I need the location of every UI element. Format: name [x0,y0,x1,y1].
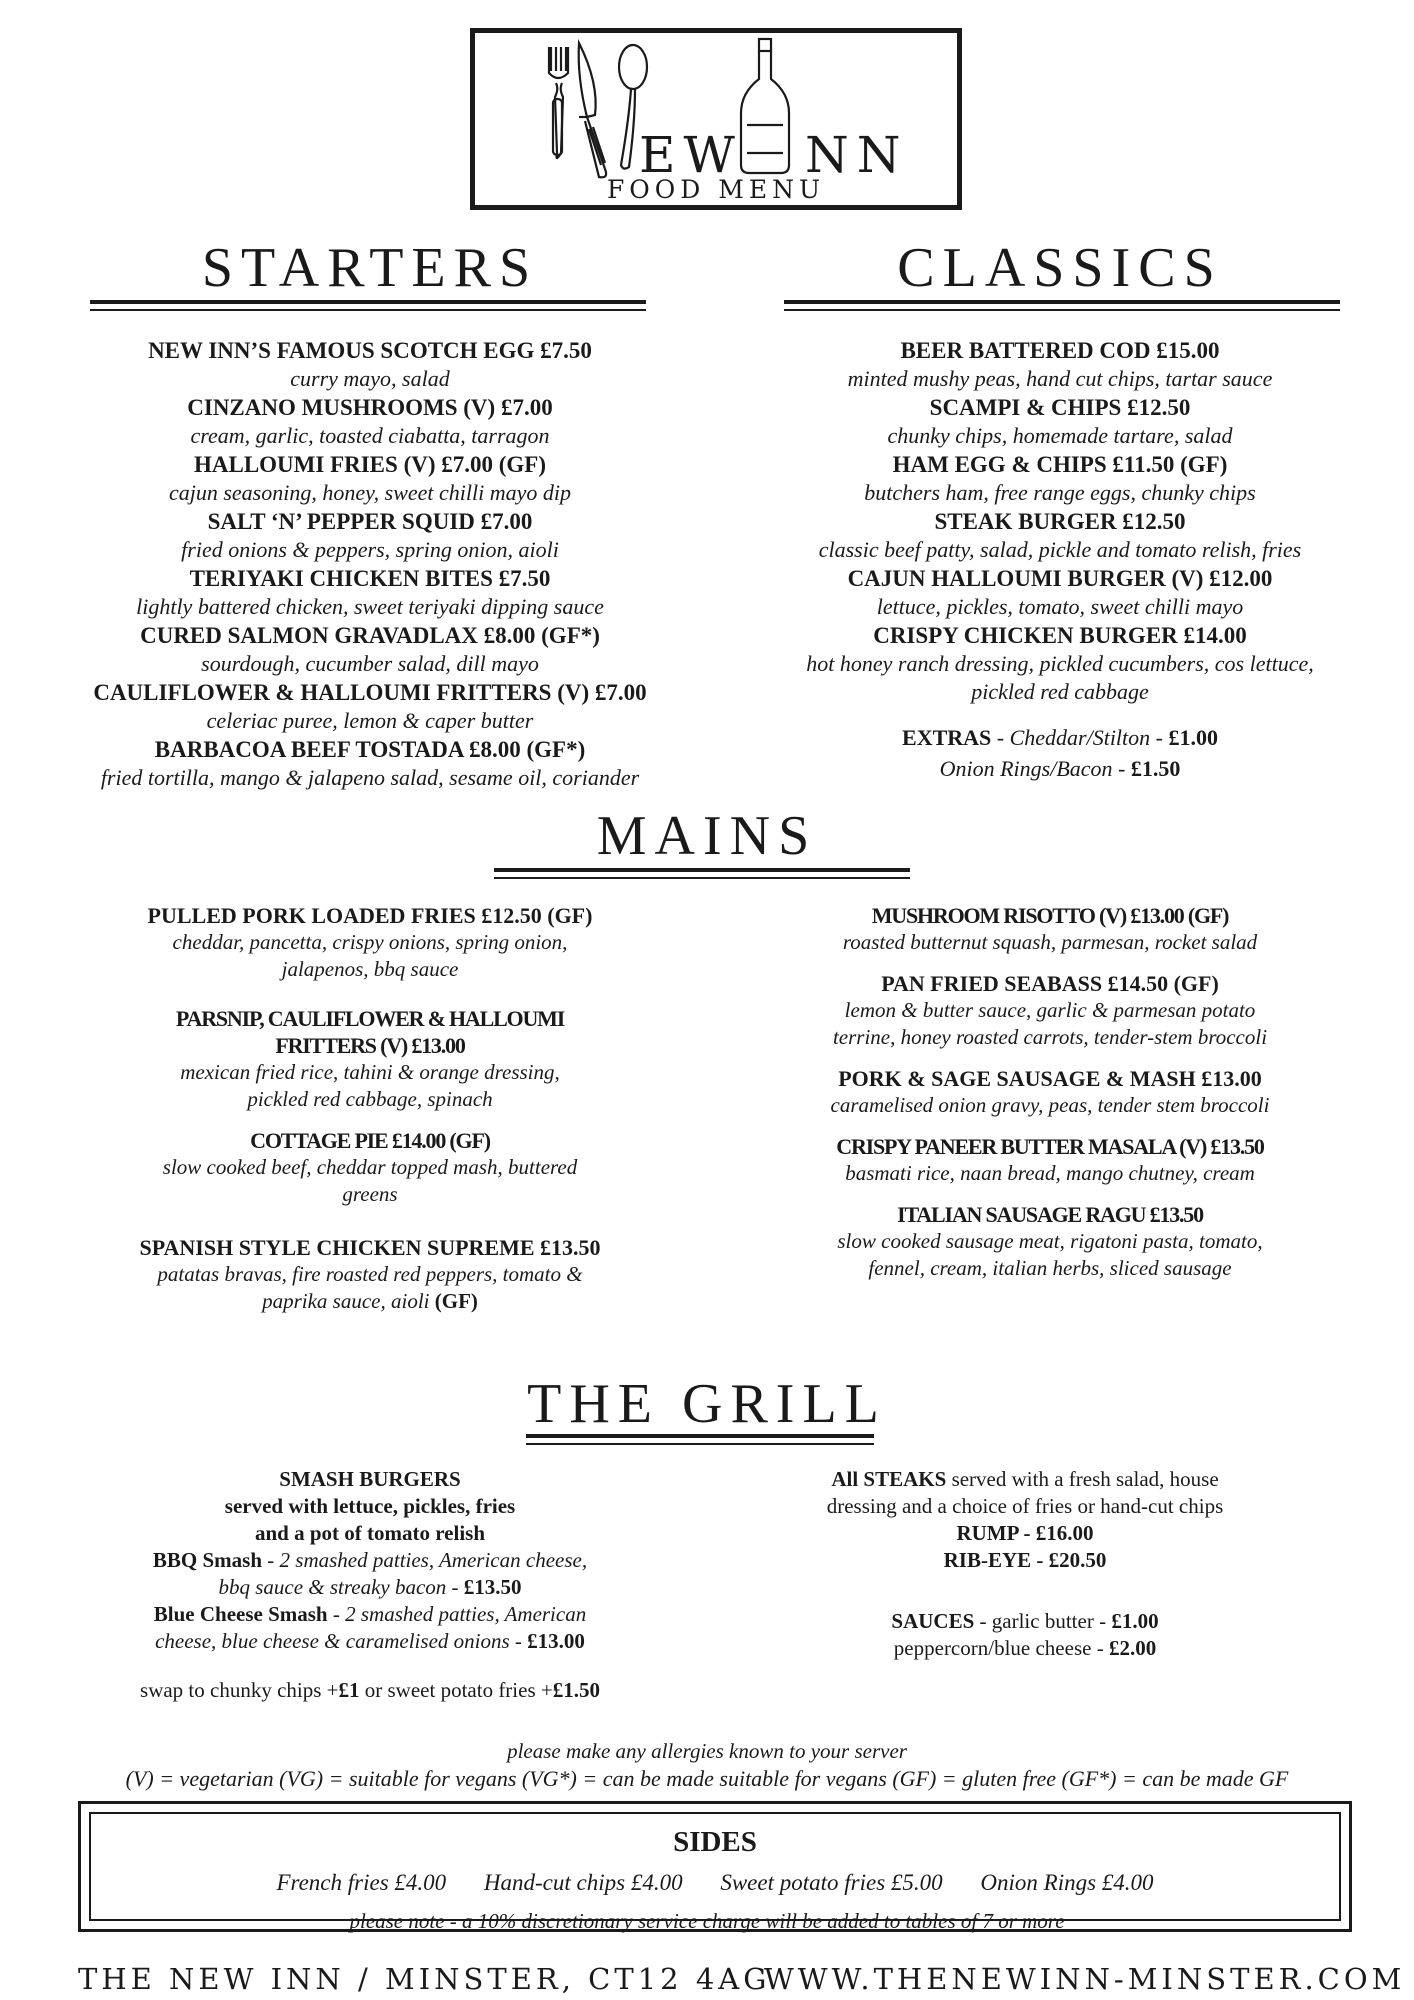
sides-heading: SIDES [673,1826,757,1858]
starter-item [40,393,700,450]
allergy-note: please make any allergies known to your server [507,1739,907,1763]
dish-description-line: paprika sauce, aioli [262,1289,430,1313]
dish-name: CAULIFLOWER & HALLOUMI FRITTERS (V) £7.00 [93,680,647,705]
dish-description: cheddar, pancetta, crispy onions, spring onion, [172,930,568,954]
classic-item [760,393,1360,450]
classics-list [760,336,1360,784]
starter-item [40,507,700,564]
dish-description: lightly battered chicken, sweet teriyaki dipping sauce [136,594,604,619]
dish-name: PULLED PORK LOADED FRIES £12.50 (GF) [147,903,593,928]
dish-name: TERIYAKI CHICKEN BITES £7.50 [189,566,551,591]
main-item [740,970,1360,1051]
dish-description [60,1288,680,1315]
fork-icon [549,47,568,158]
dish-name: CINZANO MUSHROOMS (V) £7.00 [187,395,553,420]
classic-item [760,564,1360,621]
dish-description: fried onions & peppers, spring onion, aioli [181,537,559,562]
mains-right-list [740,902,1360,1304]
mains-rule [494,868,910,879]
extra-item: Cheddar/Stilton [1009,725,1151,750]
dish-name: BEER BATTERED COD £15.00 [900,338,1220,363]
dietary-legend: (V) = vegetarian (VG) = suitable for vegans (VG*) = can be made suitable for vegans (GF) = gluten free (GF*) = can be made GF [125,1766,1289,1791]
dish-name: CRISPY PANEER BUTTER MASALA (V) £13.50 [836,1134,1264,1159]
dish-description: greens [342,1182,398,1206]
dish-description: butchers ham, free range eggs, chunky chips [864,480,1256,505]
dish-description: mexican fried rice, tahini & orange dressing, [180,1060,560,1084]
extra-price: £1.00 [1168,725,1218,750]
dish-description: cheese, blue cheese & caramelised onions [155,1629,510,1653]
swap-text: swap to chunky chips + [140,1678,339,1702]
bottle-icon [741,39,789,173]
dish-name: PORK & SAGE SAUSAGE & MASH £13.00 [838,1066,1262,1091]
steaks-label: All STEAKS [831,1467,947,1491]
dish-description: 2 smashed patties, American cheese, [279,1548,588,1572]
smash-burgers-note: served with lettuce, pickles, fries [224,1494,516,1518]
side-item: Onion Rings £4.00 [980,1870,1154,1895]
swap-price: £1.50 [552,1678,600,1702]
swap-note [70,1677,670,1704]
dish-name: BBQ Smash [152,1548,263,1572]
sauce-name: garlic butter [991,1609,1094,1633]
classic-item [760,336,1360,393]
dish-name: SCAMPI & CHIPS £12.50 [929,395,1191,420]
dish-name: HALLOUMI FRIES (V) £7.00 (GF) [193,452,547,477]
classic-item [760,507,1360,564]
extras-label: EXTRAS [902,725,992,750]
dish-description: pickled red cabbage, spinach [247,1087,493,1111]
classic-item [760,621,1360,706]
starter-item [40,450,700,507]
dish-description: bbq sauce & streaky bacon [218,1575,447,1599]
dish-description: slow cooked beef, cheddar topped mash, buttered [162,1155,578,1179]
grill-rule [526,1434,874,1445]
bbq-smash: BBQ Smash - 2 smashed patties, American cheese, [152,1548,588,1572]
side-item: French fries £4.00 [276,1870,447,1895]
smash-burgers-heading: SMASH BURGERS [279,1467,461,1491]
dish-description: lettuce, pickles, tomato, sweet chilli mayo [876,594,1244,619]
extra-item: Onion Rings/Bacon [939,756,1113,781]
side-item: Sweet potato fries £5.00 [720,1870,943,1895]
dish-description: chunky chips, homemade tartare, salad [887,423,1233,448]
dish-description: cajun seasoning, honey, sweet chilli mayo dip [168,480,572,505]
logo-word-left: EW [639,126,743,184]
main-item [740,1201,1360,1282]
starter-item [40,564,700,621]
dish-description: pickled red cabbage [971,679,1149,704]
sauce-name: peppercorn/blue cheese [893,1636,1092,1660]
steaks-text: dressing and a choice of fries or hand-cut chips [826,1494,1224,1518]
mains-heading: MAINS [596,805,818,867]
side-item: Hand-cut chips £4.00 [483,1870,683,1895]
sides-list [91,1870,1339,1896]
dish-description: 2 smashed patties, American [345,1602,587,1626]
dish-name: HAM EGG & CHIPS £11.50 (GF) [892,452,1228,477]
dish-description: roasted butternut squash, parmesan, rocket salad [842,930,1258,954]
extras: EXTRAS - Cheddar/Stilton - £1.00 Onion Rings/Bacon - £1.50 [902,725,1218,781]
grill-left: SMASH BURGERS served with lettuce, pickles, fries and a pot of tomato relish BBQ Smash - 2 smashed patties, American cheese, bbq sauce & streaky bacon - £13.50 Blue Cheese Smash - 2 smashed patties, American cheese, blue cheese & caramelised onions - £13.00 swap to chunky chips +£1 or sweet potato fries +£1.50 [70,1466,670,1704]
dish-description: lemon & butter sauce, garlic & parmesan potato [844,998,1256,1022]
starter-item [40,336,700,393]
ribeye-steak: RIB-EYE - £20.50 [943,1548,1107,1572]
starter-item [40,735,700,792]
dish-name: SPANISH STYLE CHICKEN SUPREME £13.50 [139,1235,601,1260]
steaks-text: served with a fresh salad, house [946,1467,1219,1491]
mains-left-list [60,902,680,1337]
classic-item [760,450,1360,507]
main-item [740,902,1360,956]
extra-price: £1.50 [1130,756,1181,781]
swap-text: or sweet potato fries + [359,1678,553,1702]
dish-description: cream, garlic, toasted ciabatta, tarragon [190,423,550,448]
main-item [740,1133,1360,1187]
dish-name: BARBACOA BEEF TOSTADA £8.00 (GF*) [154,737,586,762]
dish-description: caramelised onion gravy, peas, tender stem broccoli [830,1093,1270,1117]
dish-description: sourdough, cucumber salad, dill mayo [201,651,539,676]
main-item [740,1065,1360,1119]
dish-name: CRISPY CHICKEN BURGER £14.00 [873,623,1247,648]
starter-item [40,621,700,678]
smash-burgers-note: and a pot of tomato relish [254,1521,486,1545]
dish-description: celeriac puree, lemon & caper butter [206,708,534,733]
main-item [60,1234,680,1315]
dish-name: PAN FRIED SEABASS £14.50 (GF) [881,971,1219,996]
dish-description: hot honey ranch dressing, pickled cucumbers, cos lettuce, [806,651,1314,676]
dish-name: SALT ‘N’ PEPPER SQUID £7.00 [207,509,533,534]
main-item [60,1127,680,1208]
service-charge-note: please note - a 10% discretionary service charge will be added to tables of 7 or more [349,1909,1065,1933]
grill-heading: THE GRILL [527,1373,887,1435]
dish-name: COTTAGE PIE £14.00 (GF) [250,1128,490,1153]
dish-name: STEAK BURGER £12.50 [934,509,1186,534]
logo-word-right: NN [805,126,909,184]
starters-heading: STARTERS [201,237,539,299]
grill-right: All STEAKS served with a fresh salad, house dressing and a choice of fries or hand-cut chips RUMP - £16.00 RIB-EYE - £20.50 SAUCES - garlic butter - £1.00 peppercorn/blue cheese - £2.00 [740,1466,1310,1662]
dish-description: minted mushy peas, hand cut chips, tartar sauce [847,366,1273,391]
main-item [60,902,680,983]
logo-subtitle: FOOD MENU [606,175,826,204]
dish-name: CAJUN HALLOUMI BURGER (V) £12.00 [847,566,1273,591]
dish-description: patatas bravas, fire roasted red peppers, tomato & [157,1262,583,1286]
dietary-tag: (GF) [434,1289,478,1313]
rump-steak: RUMP - £16.00 [956,1521,1094,1545]
dish-description: classic beef patty, salad, pickle and tomato relish, fries [818,537,1302,562]
knife-icon [579,43,606,177]
dish-name: CURED SALMON GRAVADLAX £8.00 (GF*) [140,623,600,648]
classics-heading: CLASSICS [897,237,1223,299]
steaks-note [740,1466,1310,1493]
starters-list [40,336,700,792]
dish-name: ITALIAN SAUSAGE RAGU £13.50 [897,1202,1203,1227]
dish-name: PARSNIP, CAULIFLOWER & HALLOUMI [175,1006,565,1031]
dish-description: jalapenos, bbq sauce [281,957,459,981]
sauce-price: £1.00 [1111,1609,1159,1633]
dish-description: basmati rice, naan bread, mango chutney, cream [845,1161,1255,1185]
dish-price: £13.50 [463,1575,522,1599]
footer-website[interactable]: WWW.THENEWINN-MINSTER.COM [764,1962,1406,1996]
logo [470,28,962,210]
blue-cheese-smash: Blue Cheese Smash - 2 smashed patties, American [153,1602,587,1626]
classics-rule [784,300,1340,311]
footer-address: THE NEW INN / MINSTER, CT12 4AG [78,1962,771,1996]
sides-inner-frame [89,1812,1341,1921]
dish-description: slow cooked sausage meat, rigatoni pasta, tomato, [837,1229,1263,1253]
dish-description: terrine, honey roasted carrots, tender-stem broccoli [832,1025,1268,1049]
sauce-price: £2.00 [1108,1636,1157,1660]
dish-description: fennel, cream, italian herbs, sliced sausage [868,1256,1232,1280]
dish-name: MUSHROOM RISOTTO (V) £13.00 (GF) [871,903,1229,928]
dish-description: fried tortilla, mango & jalapeno salad, sesame oil, coriander [100,765,640,790]
dish-name: FRITTERS (V) £13.00 [275,1033,465,1058]
main-item [60,1005,680,1113]
dish-description: curry mayo, salad [290,366,450,391]
dish-price: £13.00 [527,1629,585,1653]
sauces-label: SAUCES [891,1609,975,1633]
swap-price: £1 [338,1678,360,1702]
starter-item [40,678,700,735]
dish-name: NEW INN’S FAMOUS SCOTCH EGG £7.50 [148,338,592,363]
sauces: SAUCES - garlic butter - £1.00 [891,1609,1159,1633]
starters-rule [90,300,646,311]
dish-name: Blue Cheese Smash [153,1602,328,1626]
